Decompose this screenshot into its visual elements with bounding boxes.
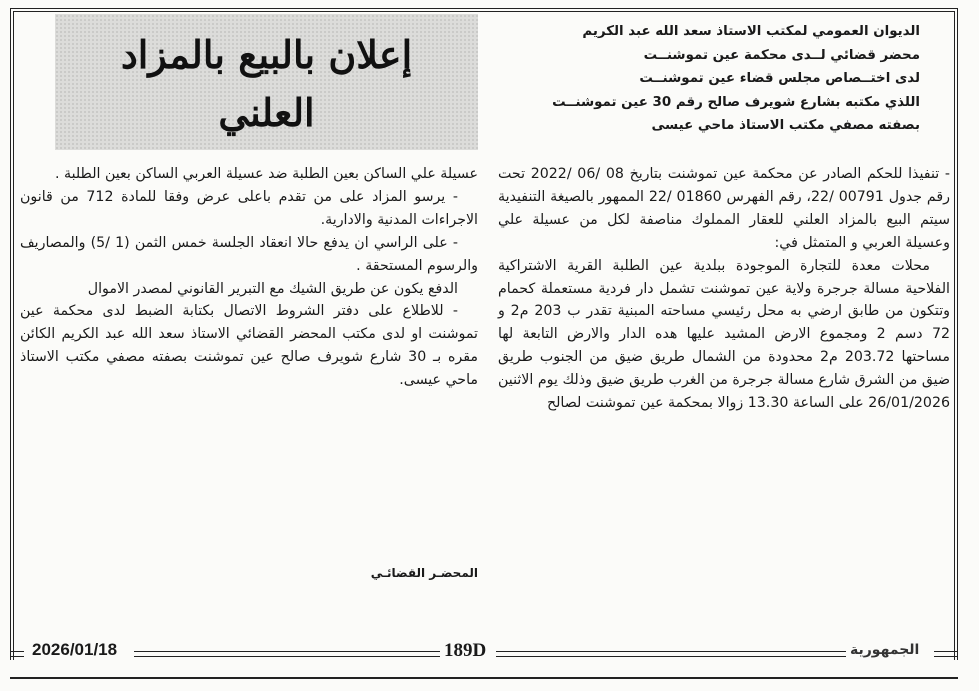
footer-rule [934,651,958,657]
paragraph: عسيلة علي الساكن بعين الطلبة ضد عسيلة العربي الساكن بعين الطلبة . [54,166,478,182]
title-line-1: إعلان بالبيع بالمزاد [120,32,413,77]
footer-rule [496,651,846,657]
paragraph: - للاطلاع على دفتر الشروط الاتصال بكتابة الضبط لدى محكمة عين تموشنت او لدى مكتب المحضر القضائي الاستاذ سعد الله عبد الكريم الكائن مقره بـ 30 شارع شويرف صالح عين تموشنت بصفته مصفي مكتب الاستاذ ماحي عيسى. [20,303,478,389]
right-column [498,163,950,415]
header-line: اللذي مكتبه بشارع شويرف صالح رقم 30 عين تموشنــت [552,94,920,110]
bottom-divider [10,677,958,679]
paragraph: - تنفيذا للحكم الصادر عن محكمة عين تموشنت بتاريخ 08 /06 /2022 تحت رقم جدول 00791 /22، رقم الفهرس 01860 /22 الممهور بالصيغة التنفيدية سيتم البيع بالمزاد العلني للعقار المملوك مناصفة لكل من عسيلة علي وعسيلة العربي و المتمثل في: [498,166,951,251]
footer-bar [10,640,958,664]
newspaper-logo: الجمهورية [850,642,920,658]
footer-rule [134,651,440,657]
header-line: لدى اختــصاص مجلس قضاء عين تموشنــت [639,71,920,86]
title-line-2: العلني [218,90,315,135]
paragraph: - على الراسي ان يدفع حالا انعقاد الجلسة خمس الثمن (1 /5) والمصاريف والرسوم المستحقة . [20,234,478,274]
left-column [20,163,478,392]
header-line: بصفته مصفي مكتب الاستاذ ماحي عيسى [651,118,920,133]
page-code: 189D [444,640,487,661]
notice-title [55,14,478,150]
paragraph: - يرسو المزاد على من تقدم باعلى عرض وفقا للمادة 712 من قانون الاجراءات المدنية والادارية. [20,188,478,228]
footer-date: 2026/01/18 [32,640,118,659]
signature: المحضـر القضائـي [370,566,478,580]
paragraph: الدفع يكون عن طريق الشيك مع التبرير القانوني لمصدر الاموال [87,280,458,297]
paragraph: محلات معدة للتجارة الموجودة ببلدية عين الطلبة القرية الاشتراكية الفلاحية مسالة جرجرة ولاية عين تموشنت تشمل دار فردية مستعملة كحمام وتتكون من طابق ارضي به محل رئيسي مساحته المبنية تقدر ب 203 م2 و 72 دسم 2 ومجموع الارض المشيد عليها هده الدار والارض التابعة لها مساحتها 203.72 م2 محدودة من الشمال طريق ضيق من الجنوب طريق ضيق من الشرق شارع مسالة جرجرة من الغرب طريق ضيق وذلك يوم الاثنين 26/01/2026 على الساعة 13.30 زوالا بمحكمة عين تموشنت لصالح [498,257,950,412]
header-line: الديوان العمومي لمكتب الاستاذ سعد الله عبد الكريم [582,24,920,39]
bailiff-header [500,20,940,138]
header-line: محضر قضائي لــدى محكمة عين تموشنــت [643,47,920,63]
footer-rule [10,651,24,657]
